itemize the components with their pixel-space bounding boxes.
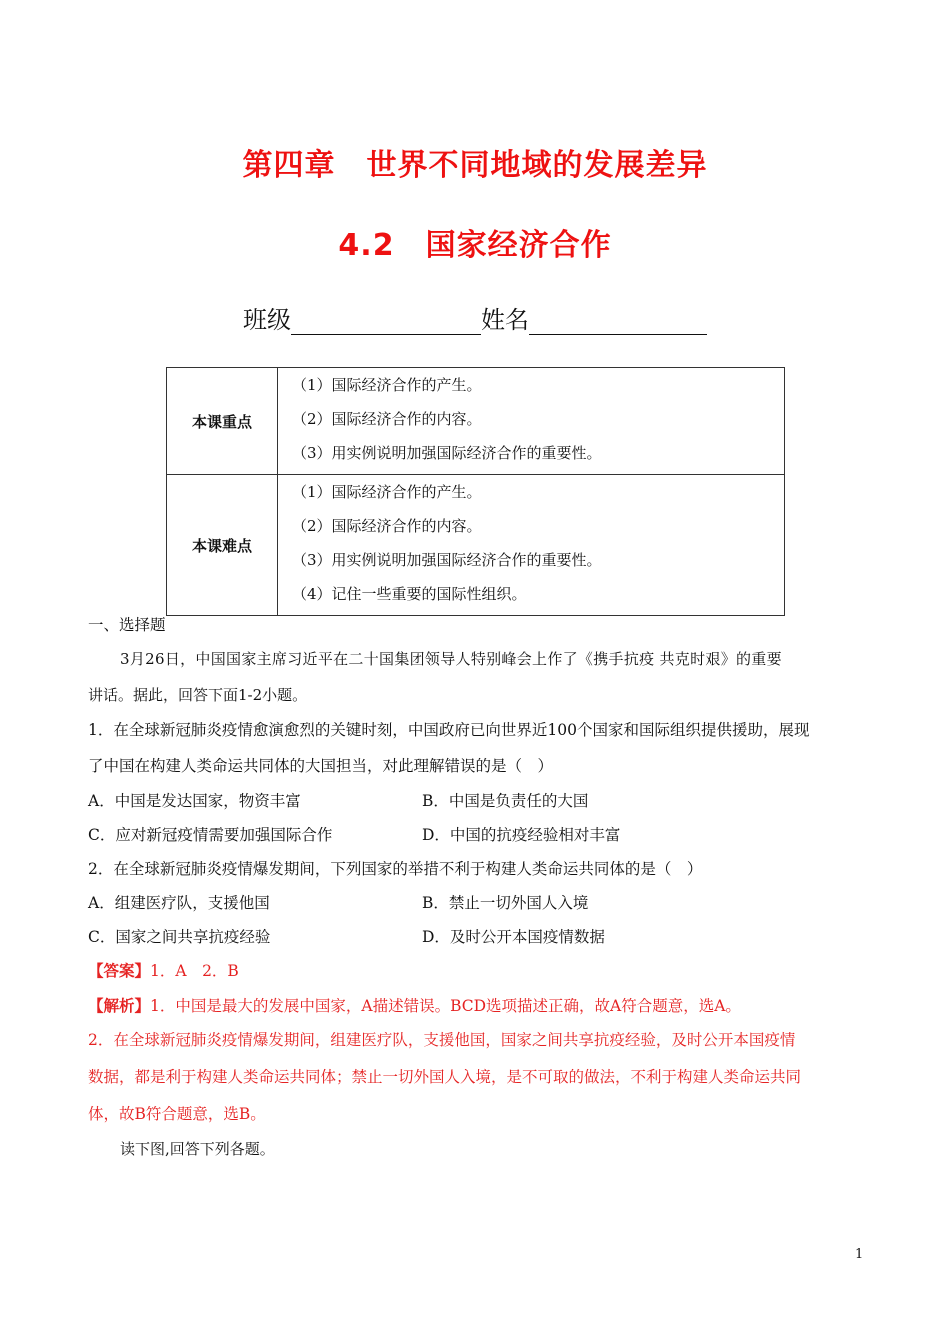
section-heading: 一、选择题 [88,616,166,634]
name-label: 姓名 [481,306,529,334]
key-points-row [167,368,785,475]
question-1-line-1: 1．在全球新冠肺炎疫情愈演愈烈的关键时刻，中国政府已向世界近100个国家和国际组织提供援助，展现 [88,721,810,739]
question-2-option-c: C．国家之间共享抗疫经验 [88,928,271,946]
intro-line-2: 讲话。据此，回答下面1-2小题。 [88,686,308,704]
question-1-option-d: D．中国的抗疫经验相对丰富 [422,826,621,844]
difficult-points-row [167,475,785,616]
list-item: （3）用实例说明加强国际经济合作的重要性。 [292,444,602,462]
lesson-focus-table [166,367,785,616]
question-2-line-1: 2．在全球新冠肺炎疫情爆发期间，下列国家的举措不利于构建人类命运共同体的是（ ） [88,860,703,878]
list-item: （2）国际经济合作的内容。 [292,517,482,535]
question-2-option-d: D．及时公开本国疫情数据 [422,928,605,946]
list-item: （1）国际经济合作的产生。 [292,483,482,501]
class-blank [291,308,481,335]
page-number: 1 [855,1247,864,1262]
question-2-option-a: A．组建医疗队，支援他国 [88,894,270,912]
difficult-points-list [278,475,785,616]
analysis-text-1: 1．中国是最大的发展中国家，A描述错误。BCD选项描述正确，故A符合题意，选A。 [150,997,741,1015]
answer-text: 1．A 2．B [150,962,239,980]
analysis-tag: 【解析】 [88,996,151,1015]
section-title: 4.2 国家经济合作 [338,228,612,263]
question-1-option-c: C．应对新冠疫情需要加强国际合作 [88,826,333,844]
analysis-line-2: 2．在全球新冠肺炎疫情爆发期间，组建医疗队，支援他国，国家之间共享抗疫经验，及时公开本国疫情 [88,1031,796,1049]
read-prompt: 读下图,回答下列各题。 [120,1140,275,1158]
analysis-line-4: 体，故B符合题意，选B。 [88,1105,266,1123]
name-blank [529,308,707,335]
list-item: （3）用实例说明加强国际经济合作的重要性。 [292,551,602,569]
list-item: （1）国际经济合作的产生。 [292,376,482,394]
intro-line-1: 3月26日，中国国家主席习近平在二十国集团领导人特别峰会上作了《携手抗疫 共克时艰》的重要 [120,650,782,668]
difficult-points-label: 本课难点 [167,475,278,616]
key-points-label: 本课重点 [167,368,278,475]
answer-line [88,959,239,981]
class-name-line [0,300,950,335]
list-item: （4）记住一些重要的国际性组织。 [292,585,527,603]
list-item: （2）国际经济合作的内容。 [292,410,482,428]
key-points-list [278,368,785,475]
answer-tag: 【答案】 [88,961,151,980]
analysis-line-3: 数据，都是利于构建人类命运共同体；禁止一切外国人入境，是不可取的做法，不利于构建人类命运共同 [88,1068,802,1086]
question-2-option-b: B．禁止一切外国人入境 [422,894,589,912]
analysis-line-1 [88,994,741,1016]
question-1-line-2: 了中国在构建人类命运共同体的大国担当，对此理解错误的是（ ） [88,757,554,775]
chapter-title: 第四章 世界不同地域的发展差异 [242,148,708,183]
question-1-option-b: B．中国是负责任的大国 [422,792,589,810]
question-1-option-a: A．中国是发达国家，物资丰富 [88,792,301,810]
class-label: 班级 [243,306,291,334]
